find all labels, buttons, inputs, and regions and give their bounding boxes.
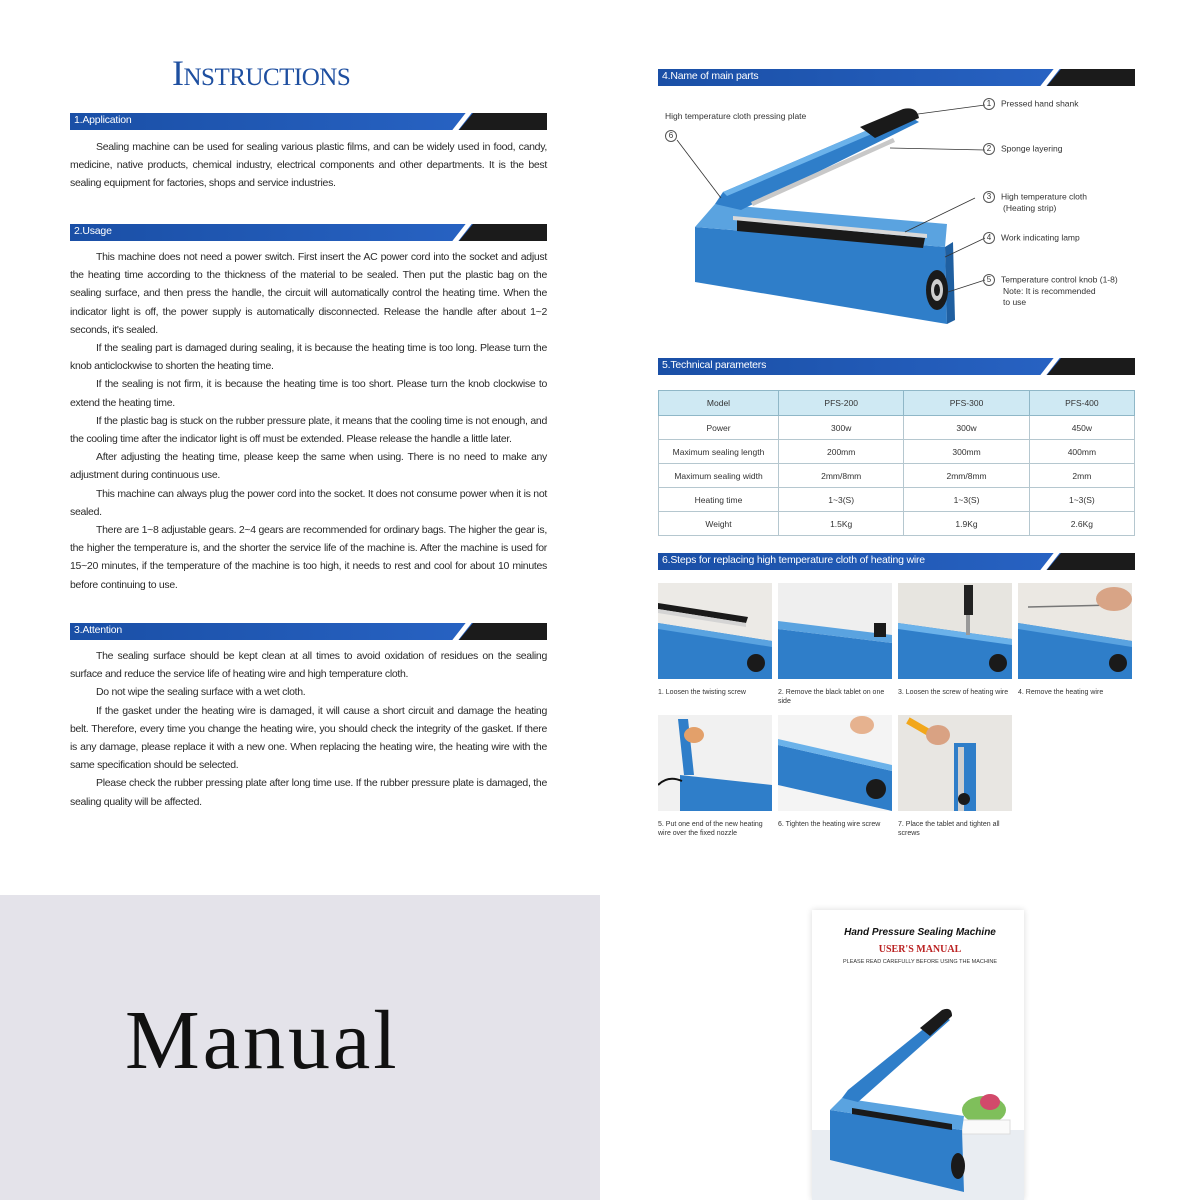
paragraph: This machine does not need a power switch. First insert the AC power cord into the socket and adjust the heating time according to the thickness of the material to be sealed. Then put the plastic bag on the sealing surface, and then press the handle, the circuit will automatically control the heating time. When the indicator light is off, the power supply is automatically disconnected. Release the handle after about 1~2 seconds, it's sealed. xyxy=(70,251,547,336)
table-cell: 300w xyxy=(779,416,904,440)
table-cell: Power xyxy=(659,416,779,440)
section-heading: 1.Application xyxy=(74,114,132,126)
callout-part-4: 4 Work indicating lamp xyxy=(983,232,1080,244)
paragraph: After adjusting the heating time, please keep the same when using. There is no need to make any adjustment during continuous use. xyxy=(70,451,547,482)
cover-note: PLEASE READ CAREFULLY BEFORE USING THE MACHINE xyxy=(842,959,998,965)
callout-pressing-plate: High temperature cloth pressing plate xyxy=(665,111,807,121)
manual-label: Manual xyxy=(125,994,400,1087)
paragraph: If the sealing part is damaged during sealing, it is because the heating time is too long. Please turn the knob anticlockwise to shorten the heating time. xyxy=(70,342,547,373)
table-cell: Heating time xyxy=(659,488,779,512)
section-heading: 5.Technical parameters xyxy=(662,359,767,371)
technical-parameters-table xyxy=(658,390,1135,536)
table-cell: 2.6Kg xyxy=(1029,512,1134,536)
step-caption: 3. Loosen the screw of heating wire xyxy=(898,689,1009,696)
step-caption: 4. Remove the heating wire xyxy=(1018,689,1104,696)
section-header-parts xyxy=(658,69,1135,86)
table-cell: 1.9Kg xyxy=(904,512,1029,536)
step-caption: 2. Remove the black tablet on one side xyxy=(778,689,885,705)
column-header: PFS-400 xyxy=(1029,391,1134,416)
callout-part-3: 3 High temperature cloth (Heating strip) xyxy=(983,191,1087,214)
parts-diagram xyxy=(655,92,1135,352)
section-header-steps xyxy=(658,553,1135,570)
step-photo-1 xyxy=(658,583,772,679)
paragraph: There are 1~8 adjustable gears. 2~4 gears are recommended for ordinary bags. The higher the gear is, the higher the temperature is, and the shorter the service life of the machine is. After the machine is used for 15~20 minutes, if the temperature of the machine is too high, it needs to rest and cool for about 10 minutes before continuing to use. xyxy=(70,524,547,591)
usage-text xyxy=(70,248,547,594)
table-cell: 1.5Kg xyxy=(779,512,904,536)
step-photo-7 xyxy=(898,715,1012,811)
step-photo-3 xyxy=(898,583,1012,679)
table-row xyxy=(659,416,1135,440)
section-header-attention xyxy=(70,623,547,640)
paragraph: The sealing surface should be kept clean at all times to avoid oxidation of residues on the sealing surface and reduce the service life of heating wire and high temperature cloth. xyxy=(70,650,547,681)
table-cell: 300mm xyxy=(904,440,1029,464)
column-header: Model xyxy=(659,391,779,416)
table-cell: 1~3(S) xyxy=(904,488,1029,512)
table-cell: 200mm xyxy=(779,440,904,464)
section-heading: 3.Attention xyxy=(74,624,123,636)
table-cell: 2mm/8mm xyxy=(904,464,1029,488)
paragraph: If the sealing is not firm, it is because the heating time is too short. Please turn the knob clockwise to extend the heating time. xyxy=(70,378,547,409)
section-heading: 4.Name of main parts xyxy=(662,70,759,82)
section-heading: 2.Usage xyxy=(74,225,112,237)
application-text xyxy=(70,138,547,193)
table-cell: 300w xyxy=(904,416,1029,440)
step-caption: 5. Put one end of the new heating wire over the fixed nozzle xyxy=(658,821,763,837)
table-cell: 450w xyxy=(1029,416,1134,440)
table-cell: Maximum sealing length xyxy=(659,440,779,464)
section-header-technical xyxy=(658,358,1135,375)
callout-part-2: 2 Sponge layering xyxy=(983,143,1062,155)
paragraph: Please check the rubber pressing plate after long time use. If the rubber pressure plate is damaged, the sealing quality will be affected. xyxy=(70,777,547,808)
step-photo-2 xyxy=(778,583,892,679)
sealer-machine-illustration xyxy=(655,92,1135,352)
table-cell: 2mm/8mm xyxy=(779,464,904,488)
step-photo-6 xyxy=(778,715,892,811)
table-row xyxy=(659,440,1135,464)
section-header-usage xyxy=(70,224,547,241)
column-header: PFS-300 xyxy=(904,391,1029,416)
cover-title: Hand Pressure Sealing Machine xyxy=(844,927,996,938)
paragraph: If the plastic bag is stuck on the rubber pressure plate, it means that the cooling time is not enough, and the cooling time after the indicator light is off must be extended. Please release the handle a little later. xyxy=(70,414,547,446)
section-header-application xyxy=(70,113,547,130)
callout-part-1: 1 Pressed hand shank xyxy=(983,98,1079,110)
table-row xyxy=(659,512,1135,536)
table-cell: 2mm xyxy=(1029,464,1134,488)
column-header: PFS-200 xyxy=(779,391,904,416)
table-cell: 1~3(S) xyxy=(779,488,904,512)
attention-text xyxy=(70,647,547,811)
callout-pressing-plate-number: 6 xyxy=(665,130,683,142)
page-title: Instructions xyxy=(172,53,351,93)
step-caption: 7. Place the tablet and tighten all screws xyxy=(898,821,1000,837)
table-cell: 1~3(S) xyxy=(1029,488,1134,512)
table-row xyxy=(659,464,1135,488)
paragraph: If the gasket under the heating wire is damaged, it will cause a short circuit and damage the heating belt. Therefore, every time you change the heating wire, you should check the integrity of the gasket. If there is any damage, please replace it with a new one. When replacing the heating wire, the heating wire with the same specification should be selected. xyxy=(70,704,547,772)
paragraph: Do not wipe the sealing surface with a wet cloth. xyxy=(96,686,306,699)
table-header-row xyxy=(659,391,1135,416)
table-cell: 400mm xyxy=(1029,440,1134,464)
table-cell: Weight xyxy=(659,512,779,536)
section-heading: 6.Steps for replacing high temperature cloth of heating wire xyxy=(662,554,925,566)
step-photo-4 xyxy=(1018,583,1132,679)
step-caption: 6. Tighten the heating wire screw xyxy=(778,821,881,828)
table-row xyxy=(659,488,1135,512)
cover-machine-illustration xyxy=(812,980,1024,1200)
table-cell: Maximum sealing width xyxy=(659,464,779,488)
callout-part-5: 5 Temperature control knob (1-8) Note: It is recommended to use xyxy=(983,274,1118,308)
manual-cover xyxy=(812,910,1024,1200)
paragraph: Sealing machine can be used for sealing various plastic films, and can be widely used in food, candy, medicine, native products, chemical industry, electrical components and other departments. It is the best sealing equipment for factories, shops and service industries. xyxy=(70,141,547,190)
step-photo-5 xyxy=(658,715,772,811)
paragraph: This machine can always plug the power cord into the socket. It does not consume power when it is not sealed. xyxy=(70,487,547,518)
step-caption: 1. Loosen the twisting screw xyxy=(658,689,746,696)
cover-subtitle: USER'S MANUAL xyxy=(878,944,962,955)
